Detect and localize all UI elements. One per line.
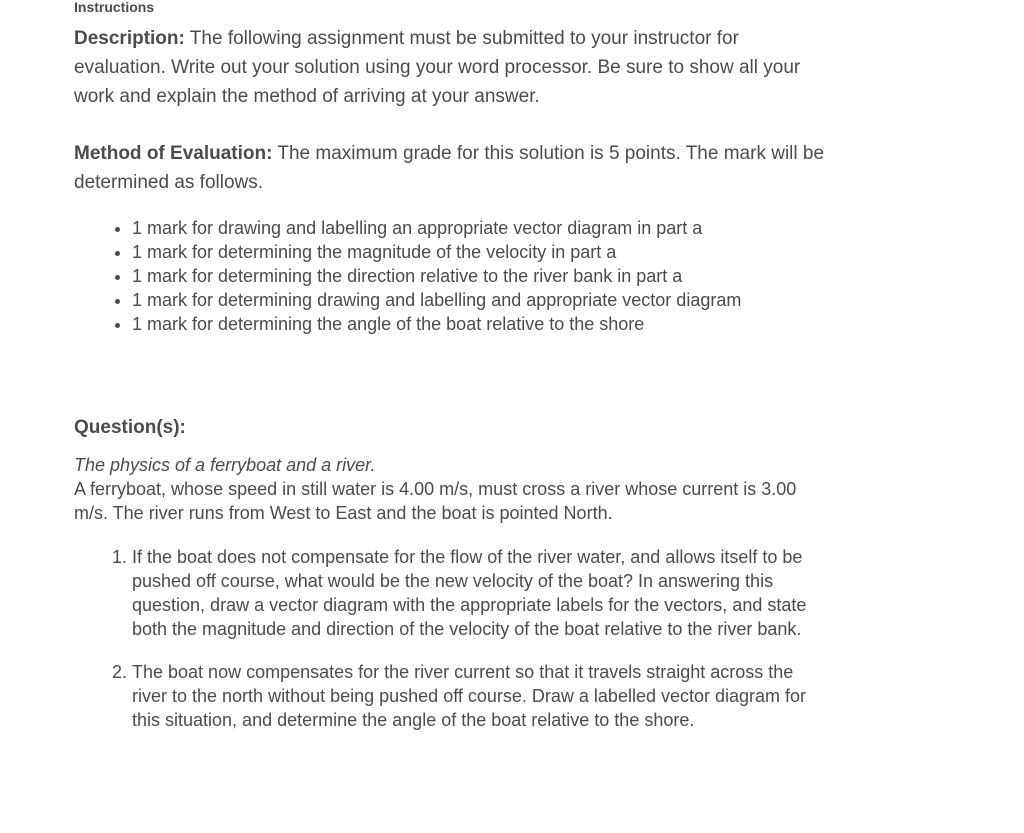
criteria-item: • 1 mark for determining drawing and labelling and appropriate vector diagram: [132, 288, 852, 312]
criteria-item: • 1 mark for determining the angle of the boat relative to the shore: [132, 312, 852, 336]
question-part: 2. The boat now compensates for the river current so that it travels straight across the river to the north without being pushed off course. Draw a labelled vector diagram for this situation, and determine the angle of the boat relative to the shore.: [132, 660, 832, 732]
questions-heading: Question(s):: [74, 417, 186, 438]
criteria-list: [114, 216, 852, 336]
question-parts-list: [114, 545, 832, 751]
description-label: Description:: [74, 28, 185, 49]
evaluation-text: The maximum grade for this solution is 5 points. The mark will be determined as follows.: [74, 143, 825, 193]
evaluation-label: Method of Evaluation:: [74, 143, 273, 164]
question-part: 1. If the boat does not compensate for the flow of the river water, and allows itself to be pushed off course, what would be the new velocity of the boat? In answering this question, draw a vector diagram with the appropriate labels for the vectors, and state both the magnitude and direction of the velocity of the boat relative to the river bank.: [132, 545, 832, 641]
description-paragraph: [74, 24, 814, 111]
criteria-item: • 1 mark for drawing and labelling an appropriate vector diagram in part a: [132, 216, 852, 240]
evaluation-paragraph: [74, 139, 834, 197]
criteria-item: • 1 mark for determining the magnitude of the velocity in part a: [132, 240, 852, 264]
instructions-heading: Instructions: [74, 0, 155, 15]
description-text: The following assignment must be submitted to your instructor for evaluation. Write out your solution using your word processor. Be sure to show all your work and explain the method of arriving at your answer.: [74, 28, 801, 107]
question-body: A ferryboat, whose speed in still water is 4.00 m/s, must cross a river whose current is 3.00 m/s. The river runs from West to East and the boat is pointed North.: [74, 479, 797, 523]
question-title: The physics of a ferryboat and a river.: [74, 455, 376, 475]
instructions-panel: [74, 0, 834, 730]
criteria-item: • 1 mark for determining the direction relative to the river bank in part a: [132, 264, 852, 288]
